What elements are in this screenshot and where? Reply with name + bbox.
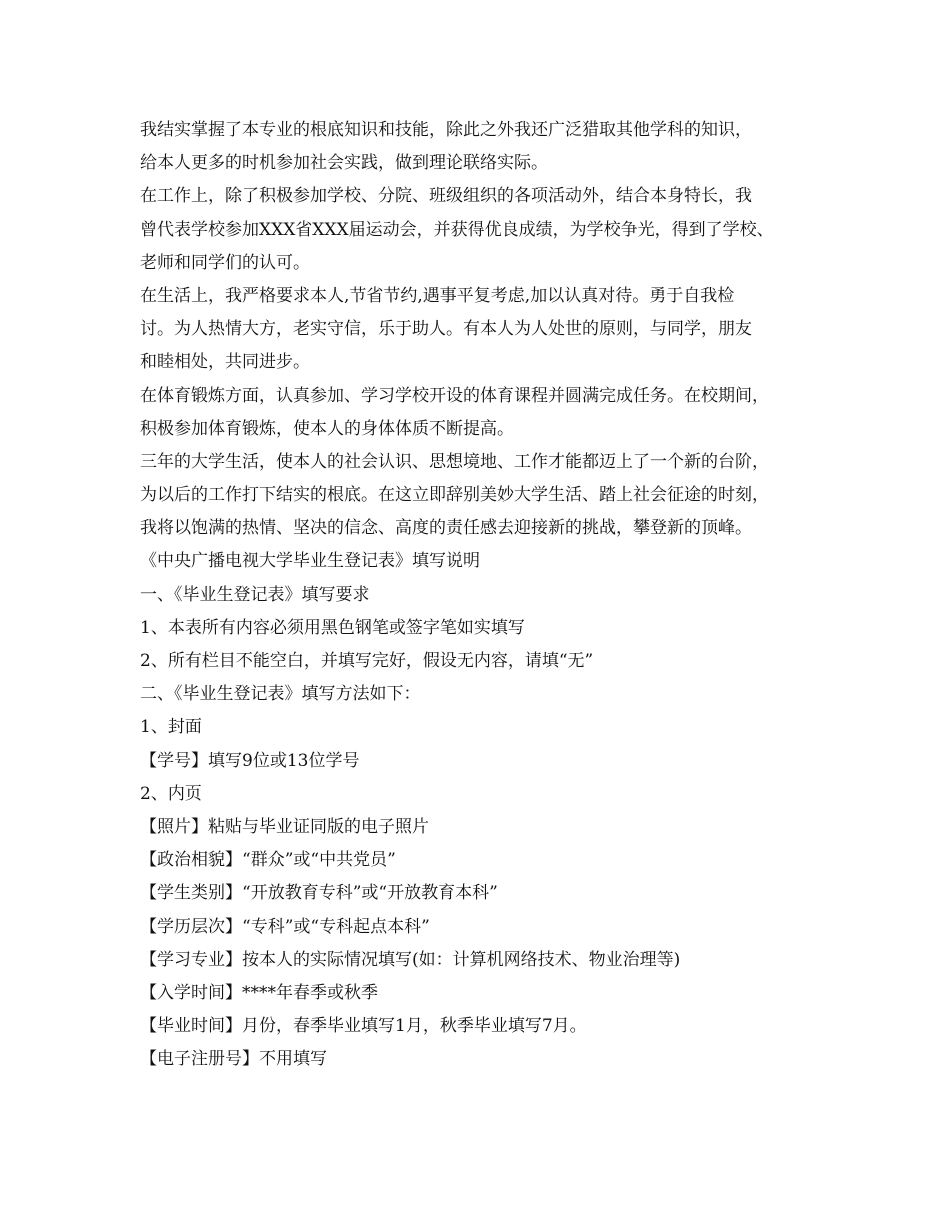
section-heading: 二、《毕业生登记表》填写方法如下： (140, 684, 421, 705)
field-instruction: 【学习专业】按本人的实际情况填写(如：计算机网络技术、物业治理等) (140, 949, 681, 970)
field-instruction: 【照片】粘贴与毕业证同版的电子照片 (140, 816, 429, 837)
field-instruction: 【政治相貌】“群众”或“中共党员” (140, 850, 396, 871)
field-instruction: 【学号】填写9位或13位学号 (140, 750, 360, 771)
field-instruction: 【入学时间】****年春季或秋季 (140, 982, 378, 1003)
text-line: 三年的大学生活，使本人的社会认识、思想境地、工作才能都迈上了一个新的台阶， (140, 451, 769, 472)
text-line: 我结实掌握了本专业的根底知识和技能，除此之外我还广泛猎取其他学科的知识， (140, 120, 752, 140)
text-line: 积极参加体育锻炼，使本人的身体体质不断提高。 (140, 418, 514, 439)
field-instruction: 【学生类别】“开放教育专科”或“开放教育本科” (140, 883, 498, 904)
field-instruction: 【学历层次】“专科”或“专科起点本科” (140, 916, 430, 937)
text-line: 曾代表学校参加XXX省XXX届运动会，并获得优良成绩，为学校争光，得到了学校、 (140, 219, 774, 240)
document-body (140, 114, 830, 1076)
field-instruction: 【电子注册号】不用填写 (140, 1049, 327, 1070)
text-line: 讨。为人热情大方，老实守信，乐于助人。有本人为人处世的原则，与同学，朋友 (140, 319, 752, 340)
text-line: 在工作上，除了积极参加学校、分院、班级组织的各项活动外，结合本身特长，我 (140, 186, 752, 207)
text-line: 在体育锻炼方面，认真参加、学习学校开设的体育课程并圆满完成任务。在校期间， (140, 385, 769, 406)
list-item: 1、本表所有内容必须用黑色钢笔或签字笔如实填写 (140, 617, 525, 638)
text-line: 老师和同学们的认可。 (140, 252, 310, 273)
list-item: 2、内页 (140, 783, 202, 804)
text-line: 和睦相处，共同进步。 (140, 352, 310, 373)
list-item: 2、所有栏目不能空白，并填写完好，假设无内容，请填“无” (140, 651, 594, 671)
field-instruction: 【毕业时间】月份，春季毕业填写1月，秋季毕业填写7月。 (140, 1016, 587, 1037)
text-line: 在生活上，我严格要求本人,节省节约,遇事平复考虑,加以认真对待。勇于自我检 (140, 285, 735, 306)
text-line: 给本人更多的时机参加社会实践，做到理论联络实际。 (140, 153, 548, 174)
list-item: 1、封面 (140, 717, 202, 738)
section-title: 《中央广播电视大学毕业生登记表》填写说明 (140, 551, 480, 572)
text-line: 我将以饱满的热情、坚决的信念、高度的责任感去迎接新的挑战，攀登新的顶峰。 (140, 518, 752, 539)
text-line: 为以后的工作打下结实的根底。在这立即辞别美妙大学生活、踏上社会征途的时刻， (140, 485, 769, 506)
section-heading: 一、《毕业生登记表》填写要求 (140, 584, 370, 605)
